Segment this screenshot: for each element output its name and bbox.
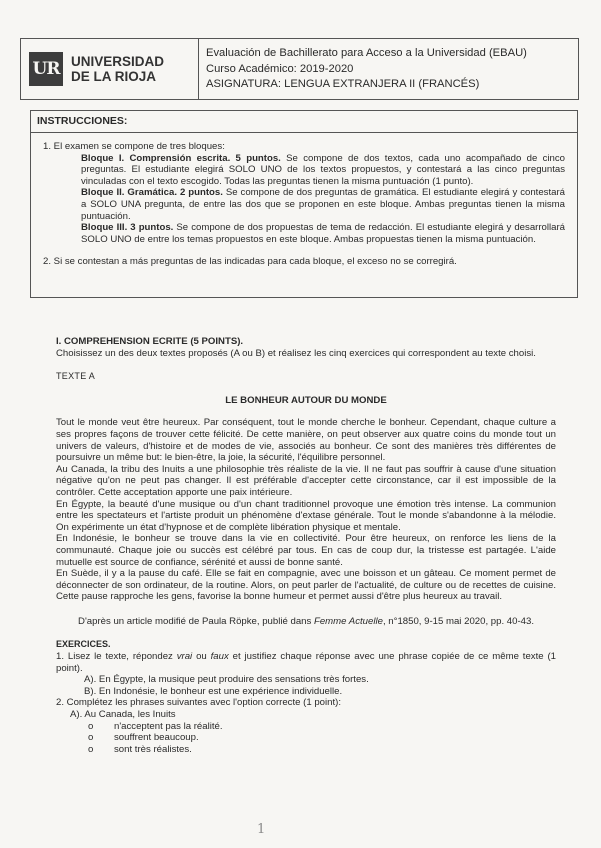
- instructions-heading: INSTRUCCIONES:: [31, 111, 577, 133]
- texte-label: TEXTE A: [56, 371, 96, 382]
- exam-header: [20, 38, 579, 100]
- university-emblem-icon: UR: [29, 52, 63, 86]
- paragraph: En Égypte, la beauté d'une musique ou d'un chant traditionnel provoque une émotion très intense. La communion entre les spectateurs et l'artiste produit un phénomène d'extase générale. Tout le monde s'abandonne à la mélodie. On expérimente un état d'hypnose et de complète libération physique et mentale.: [56, 498, 556, 533]
- section-title: I. COMPREHENSION ECRITE (5 POINTS).: [56, 336, 244, 347]
- exercises-title: EXERCICES.: [56, 639, 111, 650]
- article-source: D'après un article modifié de Paula Röpke, publié dans Femme Actuelle, n°1850, 9-15 mai 2020, pp. 40-43.: [78, 615, 534, 627]
- course-year: Curso Académico: 2019-2020: [206, 62, 354, 75]
- exam-info: [199, 39, 527, 99]
- question-1-item: B). En Indonésie, le bonheur est une expérience individuelle.: [84, 685, 343, 697]
- question-2-item: A). Au Canada, les Inuits: [70, 709, 176, 721]
- question-1-item: A). En Égypte, la musique peut produire des sensations très fortes.: [84, 674, 369, 686]
- paragraph: Tout le monde veut être heureux. Par conséquent, tout le monde cherche le bonheur. Cependant, chaque culture a ses propres façons de trouver cette félicité. De cette manière, on peut observer aux quatre coins du monde tout un univers de valeurs, d'histoire et de modes de vie, associés au bonheur. Ce sont des manières très différentes de poursuivre un même but: le bien-être, la joie, la sécurité, l'équilibre personnel.: [56, 417, 556, 464]
- instruction-block-3: Bloque III. 3 puntos. Se compone de dos propuestas de tema de redacción. El estudiante elegirá y desarrollará SOLO UNO de entre los temas propuestos en este bloque. Ambas propuestas tienen la misma puntuación.: [81, 222, 566, 245]
- bullet-icon: o: [88, 720, 94, 732]
- paragraph: En Indonésie, le bonheur se trouve dans la vie en collectivité. Pour être heureux, on renforce les liens de la communauté. Chaque joie ou succès est célébré par tous. En cas de coup dur, la tristesse est partagée. L'aide mutuelle est source de confiance, sérénité et aussi de bonne santé.: [56, 533, 556, 568]
- option-item: o sont très réalistes.: [88, 743, 192, 755]
- question-1: 1. Lisez le texte, répondez vrai ou faux et justifiez chaque réponse avec une phrase copiée de ce même texte (1 point).: [56, 651, 556, 674]
- instructions-intro: 1. El examen se compone de tres bloques:: [43, 141, 225, 152]
- bullet-icon: o: [88, 743, 94, 755]
- subject: ASIGNATURA: LENGUA EXTRANJERA II (FRANCÉS): [206, 78, 480, 90]
- main-content: [56, 336, 556, 755]
- exam-title: Evaluación de Bachillerato para Acceso a la Universidad (EBAU): [206, 47, 527, 59]
- article-title: LE BONHEUR AUTOUR DU MONDE: [225, 394, 387, 406]
- instructions-footer: 2. Si se contestan a más preguntas de las indicadas para cada bloque, el exceso no se corregirá.: [43, 256, 457, 268]
- question-2: 2. Complétez les phrases suivantes avec l'option correcte (1 point):: [56, 697, 341, 709]
- option-item: o souffrent beaucoup.: [88, 732, 199, 744]
- paragraph: En Suède, il y a la pause du café. Elle se fait en compagnie, avec une boisson et un gâteau. Ce moment permet de déconnecter de son ordinateur, de la routine. Alors, on peut parler de l'actualité, de culture ou de recettes de cuisine. Cette pause rapproche les gens, favorise la bonne humeur et permet aussi d'être plus heureux au travail.: [56, 568, 556, 603]
- university-name: UNIVERSIDAD DE LA RIOJA: [71, 54, 165, 84]
- page-number: 1: [257, 822, 266, 837]
- instruction-block-2: Bloque II. Gramática. 2 puntos. Se compone de dos preguntas de gramática. El estudiante elegirá y contestará a SOLO UNA pregunta, de entre las dos que se proponen en este bloque. Ambas preguntas tienen la misma puntuación.: [81, 187, 565, 222]
- paragraph: Au Canada, la tribu des Inuits a une philosophie très réaliste de la vie. Il ne faut pas souffrir à cause d'une situation négative qu'on ne peut pas changer. Il est préférable d'accepter cette circonstance, car il est impossible de la contrôler. Cette acceptation apporte une paix intérieure.: [56, 463, 556, 498]
- bullet-icon: o: [88, 732, 94, 744]
- instruction-block-1: Bloque I. Comprensión escrita. 5 puntos. Se compone de dos textos, cada uno acompañado de cinco preguntas. El estudiante elegirá SOLO UNO de los textos propuestos, y contestará a las cinco preguntas vinculadas con el texto escogido. Todas las preguntas tienen la misma puntuación (1 punto).: [81, 152, 565, 187]
- university-logo: [21, 39, 199, 99]
- option-item: o n'acceptent pas la réalité.: [88, 720, 223, 732]
- instructions-box: [30, 110, 578, 298]
- section-instruction: Choisissez un des deux textes proposés (A ou B) et réalisez les cinq exercices qui correspondent au texte choisi.: [56, 347, 536, 359]
